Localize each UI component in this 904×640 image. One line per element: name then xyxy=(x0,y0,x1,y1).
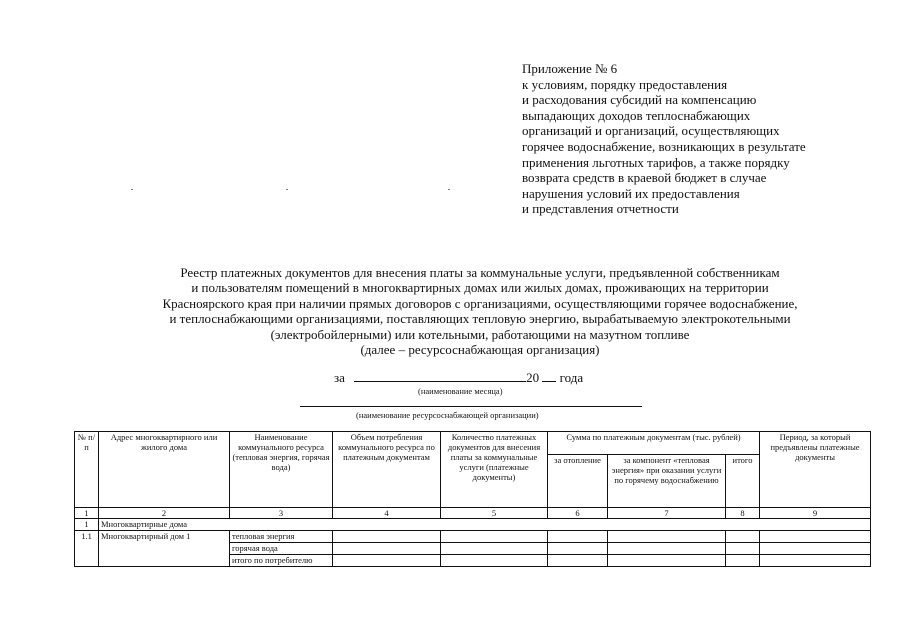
org-caption: (наименование ресурсоснабжающей организации) xyxy=(356,410,539,420)
appendix-line: Приложение № 6 xyxy=(522,61,618,76)
col-header-volume: Объем потребления коммунального ресурса по платежным документам xyxy=(333,432,441,508)
col-header-sum-group: Сумма по платежным документам (тыс. рублей) xyxy=(548,432,760,455)
appendix-line: организаций и организаций, осуществляющих xyxy=(522,123,780,139)
title-line: (электробойлерными) или котельными, работающими на мазутном топливе xyxy=(270,326,690,342)
appendix-heading xyxy=(522,61,882,217)
table-row xyxy=(75,531,871,543)
section-label: Многоквартирные дома xyxy=(99,519,871,531)
month-blank xyxy=(354,369,526,382)
service-label: горячая вода xyxy=(230,543,333,555)
appendix-line: горячее водоснабжение, возникающих в результате xyxy=(522,138,806,154)
column-index: 6 xyxy=(548,508,608,519)
register-table xyxy=(74,431,871,567)
section-row xyxy=(75,519,871,531)
header-row xyxy=(75,432,871,455)
scan-speck xyxy=(286,189,288,190)
title-line: Реестр платежных документов для внесения платы за коммунальные услуги, предъявленной собственникам xyxy=(180,265,780,280)
section-num: 1 xyxy=(75,519,99,531)
column-index: 8 xyxy=(726,508,760,519)
col-header-service: Наименование коммунального ресурса (тепловая энергия, горячая вода) xyxy=(230,432,333,508)
scan-speck xyxy=(131,189,133,190)
house-num: 1.1 xyxy=(75,531,99,567)
col-header-count: Количество платежных документов для внесения платы за коммунальные услуги (платежные документы) xyxy=(441,432,548,508)
appendix-line: выпадающих доходов теплоснабжающих xyxy=(522,107,751,123)
scan-speck xyxy=(448,189,450,190)
column-index: 2 xyxy=(99,508,230,519)
period-suffix: года xyxy=(559,370,584,385)
period-line xyxy=(320,369,640,386)
column-index: 3 xyxy=(230,508,333,519)
appendix-line: и расходования субсидий на компенсацию xyxy=(522,92,757,108)
register-title xyxy=(60,265,900,357)
service-label: итого по потребителю xyxy=(230,555,333,567)
appendix-line: нарушения условий их предоставления xyxy=(522,185,740,201)
year-prefix: 20 xyxy=(526,370,540,385)
column-index: 4 xyxy=(333,508,441,519)
title-line: и теплоснабжающими организациями, поставляющих тепловую энергию, вырабатываемую электрокотельными xyxy=(169,311,791,327)
org-name-line xyxy=(300,406,642,407)
month-caption: (наименование месяца) xyxy=(418,386,503,396)
column-index: 7 xyxy=(608,508,726,519)
title-line: Красноярского края при наличии прямых договоров с организациями, осуществляющими горячее водоснабжение, xyxy=(162,295,798,311)
col-header-sum-heating: за отопление xyxy=(548,455,608,508)
column-index: 1 xyxy=(75,508,99,519)
appendix-line: и представления отчетности xyxy=(522,201,679,217)
period-prefix: за xyxy=(334,370,345,385)
title-line: (далее – ресурсоснабжающая организация) xyxy=(360,342,600,358)
column-index: 5 xyxy=(441,508,548,519)
column-index-row xyxy=(75,508,871,519)
service-label: тепловая энергия xyxy=(230,531,333,543)
title-line: и пользователям помещений в многоквартирных домах или жилых домах, проживающих на территории xyxy=(191,280,769,296)
appendix-line: к условиям, порядку предоставления xyxy=(522,76,728,92)
col-header-address: Адрес многоквартирного или жилого дома xyxy=(99,432,230,508)
col-header-period: Период, за который предъявлены платежные документы xyxy=(760,432,871,508)
col-header-sum-component: за компонент «тепловая энергия» при оказании услуги по горячему водоснабжению xyxy=(608,455,726,508)
col-header-sum-total: итого xyxy=(726,455,760,508)
appendix-line: применения льготных тарифов, а также порядку xyxy=(522,154,790,170)
column-index: 9 xyxy=(760,508,871,519)
col-header-num: № п/п xyxy=(75,432,99,508)
house-label: Многоквартирный дом 1 xyxy=(99,531,230,567)
appendix-line: возврата средств в краевой бюджет в случае xyxy=(522,170,767,186)
year-blank xyxy=(542,369,556,382)
